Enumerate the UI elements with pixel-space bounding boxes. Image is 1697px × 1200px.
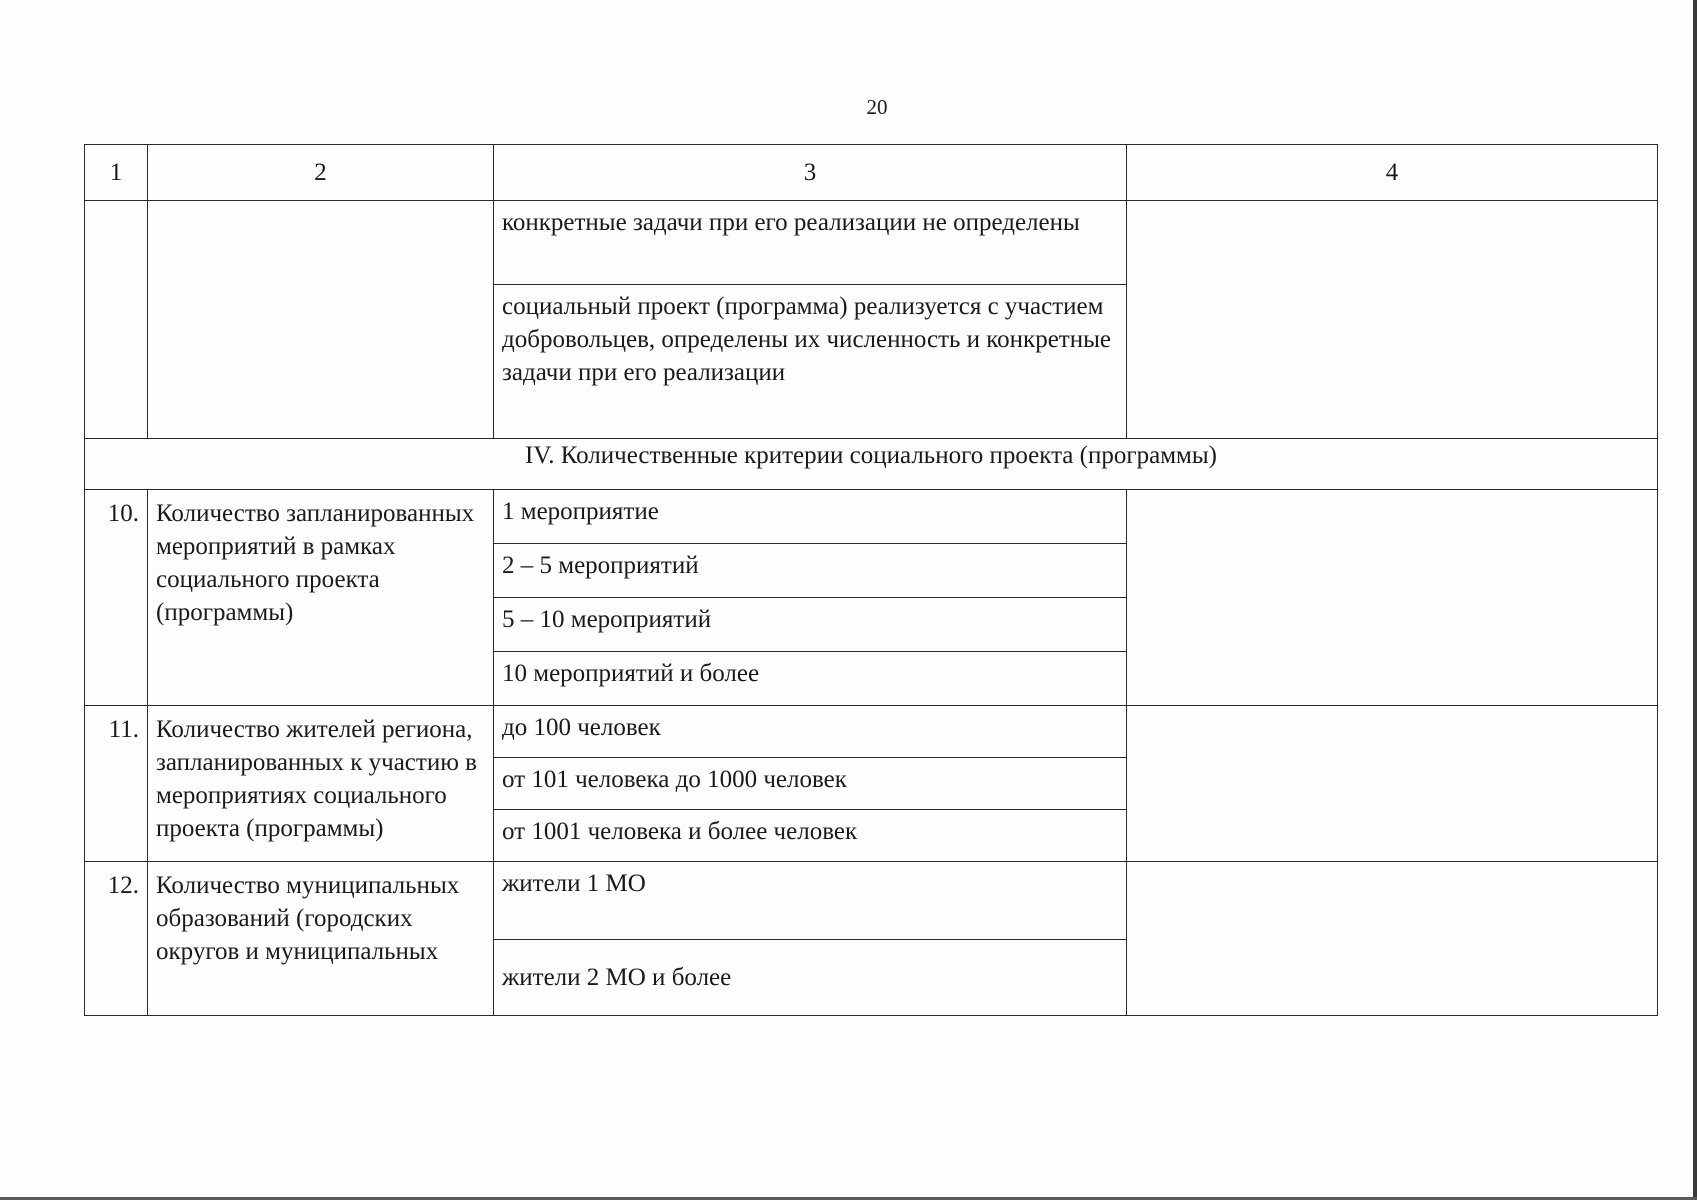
criterion-number: 11. xyxy=(85,706,148,862)
header-col-1: 1 xyxy=(85,145,148,201)
criterion-number: 10. xyxy=(85,490,148,706)
option-cell: 5 – 10 мероприятий xyxy=(494,598,1127,652)
score-cell xyxy=(1127,201,1658,439)
table-row xyxy=(85,706,1658,758)
score-cell xyxy=(1127,490,1658,706)
section-title: IV. Количественные критерии социального проекта (программы) xyxy=(85,439,1658,490)
header-col-3: 3 xyxy=(494,145,1127,201)
option-cell: до 100 человек xyxy=(494,706,1127,758)
header-col-4: 4 xyxy=(1127,145,1658,201)
score-cell xyxy=(1127,862,1658,1016)
header-col-2: 2 xyxy=(148,145,494,201)
criterion-name: Количество муниципальных образований (городских округов и муниципальных xyxy=(148,862,494,1016)
table-header-row xyxy=(85,145,1658,201)
table-row xyxy=(85,862,1658,940)
criterion-name: Количество запланированных мероприятий в рамках социального проекта (программы) xyxy=(148,490,494,706)
option-cell: конкретные задачи при его реализации не определены xyxy=(494,201,1127,285)
option-cell: от 101 человека до 1000 человек xyxy=(494,758,1127,810)
empty-criterion-cell xyxy=(148,201,494,439)
option-cell: жители 1 МО xyxy=(494,862,1127,940)
option-cell: 1 мероприятие xyxy=(494,490,1127,544)
option-cell: 10 мероприятий и более xyxy=(494,652,1127,706)
option-cell: от 1001 человека и более человек xyxy=(494,810,1127,862)
table-row xyxy=(85,201,1658,285)
page-number: 20 xyxy=(866,95,888,119)
criteria-table xyxy=(84,144,1658,1016)
section-row xyxy=(85,439,1658,490)
scan-edge-right xyxy=(1693,0,1697,1200)
criterion-name: Количество жителей региона, запланированных к участию в мероприятиях социального проекта (программы) xyxy=(148,706,494,862)
option-cell: 2 – 5 мероприятий xyxy=(494,544,1127,598)
criterion-number: 12. xyxy=(85,862,148,1016)
option-cell: жители 2 МО и более xyxy=(494,940,1127,1016)
option-cell: социальный проект (программа) реализуется с участием добровольцев, определены их численность и конкретные задачи при его реализации xyxy=(494,285,1127,439)
table-row xyxy=(85,490,1658,544)
empty-number-cell xyxy=(85,201,148,439)
score-cell xyxy=(1127,706,1658,862)
